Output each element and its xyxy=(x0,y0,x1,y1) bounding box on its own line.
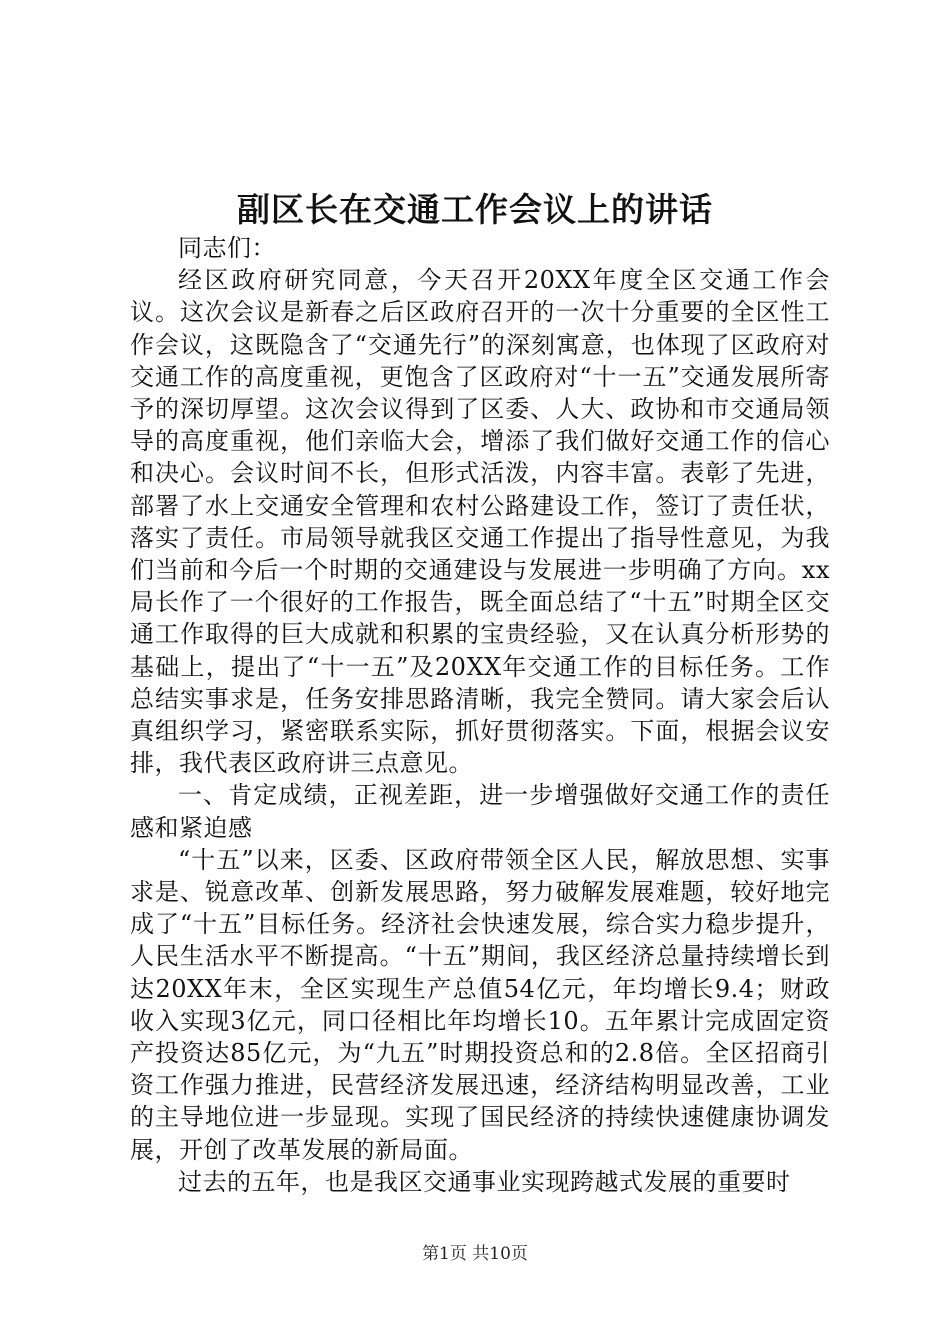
body-paragraph: 过去的五年，也是我区交通事业实现跨越式发展的重要时 xyxy=(178,1167,791,1196)
page-number-footer: 第1页 共10页 xyxy=(422,1244,528,1264)
document-body xyxy=(130,232,830,1198)
body-paragraph: 经区政府研究同意，今天召开20XX年度全区交通工作会议。这次会议是新春之后区政府召开的一次十分重要的全区性工作会议，这既隐含了“交通先行”的深刻寓意，也体现了区政府对交通工作的高度重视，更饱含了区政府对“十一五”交通发展所寄予的深切厚望。这次会议得到了区委、人大、政协和市交通局领导的高度重视，他们亲临大会，增添了我们做好交通工作的信心和决心。会议时间不长，但形式活泼，内容丰富。表彰了先进，部署了水上交通安全管理和农村公路建设工作，签订了责任状，落实了责任。市局领导就我区交通工作提出了指导性意见，为我们当前和今后一个时期的交通建设与发展进一步明确了方向。xx局长作了一个很好的工作报告，既全面总结了“十五”时期全区交通工作取得的巨大成就和积累的宝贵经验，又在认真分析形势的基础上，提出了“十一五”及20XX年交通工作的目标任务。工作总结实事求是，任务安排思路清晰，我完全赞同。请大家会后认真组织学习，紧密联系实际，抓好贯彻落实。下面，根据会议安排，我代表区政府讲三点意见。 xyxy=(130,266,830,778)
salutation-paragraph: 同志们： xyxy=(178,234,276,262)
document-title: 副区长在交通工作会议上的讲话 xyxy=(237,190,713,229)
section-heading: 一、肯定成绩，正视差距，进一步增强做好交通工作的责任感和紧迫感 xyxy=(130,781,830,842)
body-paragraph: “十五”以来，区委、区政府带领全区人民，解放思想、实事求是、锐意改革、创新发展思路，努力破解发展难题，较好地完成了“十五”目标任务。经济社会快速发展，综合实力稳步提升，人民生活水平不断提高。“十五”期间，我区经济总量持续增长到达20XX年末，全区实现生产总值54亿元，年均增长9.4；财政收入实现3亿元，同口径相比年均增长10。五年累计完成固定资产投资达85亿元，为“九五”时期投资总和的2.8倍。全区招商引资工作强力推进，民营经济发展迅速，经济结构明显改善，工业的主导地位进一步显现。实现了国民经济的持续快速健康协调发展，开创了改革发展的新局面。 xyxy=(130,845,830,1164)
